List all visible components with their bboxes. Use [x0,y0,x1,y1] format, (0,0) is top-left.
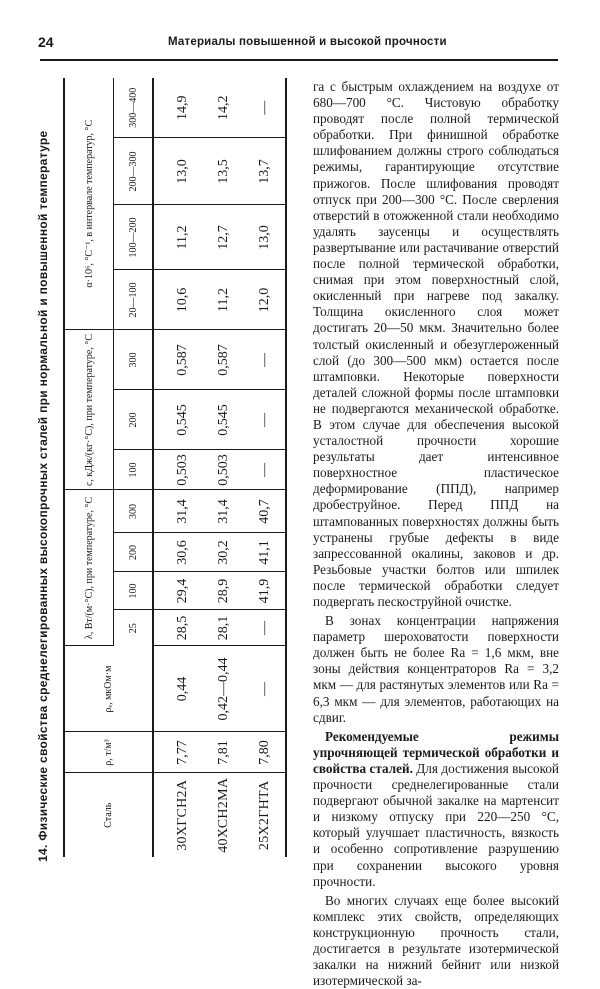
cell-resistivity: — [244,646,286,732]
table-row [153,78,204,857]
subheader-conductivity-25: 25 [114,610,154,646]
cell-conductivity: 28,5 [153,610,204,646]
cell-expansion: 12,7 [204,205,244,270]
cell-expansion: 14,9 [153,78,204,138]
cell-conductivity: 31,4 [153,490,204,533]
cell-expansion: 13,0 [153,138,204,205]
cell-conductivity: 30,6 [153,533,204,572]
cell-heat-capacity: 0,503 [204,450,244,490]
cell-conductivity: 31,4 [204,490,244,533]
cell-conductivity: 40,7 [244,490,286,533]
cell-expansion: 11,2 [204,270,244,330]
cell-conductivity: 41,1 [244,533,286,572]
cell-density: 7,81 [204,732,244,773]
cell-conductivity: 28,9 [204,572,244,610]
paragraph-text: Для достижения высокой прочности среднелегированные стали подвергают обычной закалке на мартенсит и низкому отпуску при 220—250 °С, который улучшает пластичность, вязкость и особенно сопротивление разрушению при сохранении высокого уровня прочности. [313,760,559,889]
subheader-conductivity-300: 300 [114,490,154,533]
table-row [204,78,244,857]
cell-expansion: 12,0 [244,270,286,330]
cell-conductivity: — [244,610,286,646]
cell-conductivity: 30,2 [204,533,244,572]
header-resistivity: ρₑ, мкОм·м [64,646,153,732]
properties-table [63,78,287,857]
cell-heat-capacity: — [244,450,286,490]
subheader-conductivity-100: 100 [114,572,154,610]
cell-resistivity: 0,42—0,44 [204,646,244,732]
header-conductivity: λ, Вт/(м·°С), при температуре, °С [64,490,114,646]
cell-conductivity: 41,9 [244,572,286,610]
cell-resistivity: 0,44 [153,646,204,732]
cell-heat-capacity: — [244,330,286,390]
cell-heat-capacity: 0,587 [204,330,244,390]
cell-steel: 30ХГСН2А [175,779,191,851]
cell-expansion: 13,5 [204,138,244,205]
paragraph: га с быстрым охлаждением на воздухе от 680—700 °С. Чистовую обработку проводят после полной термической обработки. При финишной обработке шлифованием должны строго соблюдаться режимы, гарантирующие отсутствие прижогов. После шлифования проводят отпуск при 200—300 °С. После сверления отверстий в отожженной стали необходимо удалять заусенцы и осуществлять развертывание или растачивание отверстий после полной термической обработки, снимая при этом поверхностный слой, окисленный при нагреве под закалку. Толщина окисленного слоя может достигать 20—50 мкм. Значительно более толстый окисленный и обезуглероженный слой (до 300—500 мкм) остается после штамповки. Некоторые поверхности деталей сложной формы после штамповки не подвергаются механической обработке. В этом случае для обеспечения высокой усталостной прочности хорошие результаты дает интенсивное поверхностное пластическое деформирование (ППД), например дробеструйное. Перед ППД на штампованных поверхностях должны быть устранены грубые дефекты в виде запрессованной окалины, заковов и др. Резьбовые участки болтов или шпилек после термической обработки следует подвергать пескоструйной очистке. [313,79,559,609]
header-expansion: α·10⁶, °С⁻¹, в интервале температур, °С [64,78,114,330]
table-row [244,78,286,857]
page-header [38,30,558,52]
header-rule [40,59,558,61]
properties-table-container [63,78,287,857]
cell-heat-capacity: 0,545 [204,390,244,450]
cell-expansion: 14,2 [204,78,244,138]
cell-density: 7,77 [153,732,204,773]
cell-steel: 40ХСН2МА [216,777,232,853]
header-steel: Сталь [103,802,114,828]
subheader-expansion-300-400: 300—400 [114,78,154,138]
cell-expansion: 10,6 [153,270,204,330]
subheader-heat-capacity-300: 300 [114,330,154,390]
subheader-expansion-100-200: 100—200 [114,205,154,270]
paragraph [313,729,559,890]
subheader-expansion-200-300: 200—300 [114,138,154,205]
subheader-conductivity-200: 200 [114,533,154,572]
paragraph: В зонах концентрации напряжения параметр шероховатости поверхности должен быть не более Ra = 1,6 мкм, вне зоны действия концентраторов Ra = 3,2 мкм — для растянутых элементов или Ra = 6,3 мкм — для элементов, работающих на сдвиг. [313,613,559,725]
cell-heat-capacity: — [244,390,286,450]
page-number: 24 [38,34,54,50]
cell-expansion: 13,0 [244,205,286,270]
subheader-heat-capacity-200: 200 [114,390,154,450]
cell-conductivity: 28,1 [204,610,244,646]
cell-expansion: 13,7 [244,138,286,205]
cell-expansion: — [244,78,286,138]
cell-heat-capacity: 0,587 [153,330,204,390]
header-density: ρ, т/м³ [64,732,153,773]
paragraph-heading: Рекомендуемые режимы упрочняющей термической обработки и свойства сталей. [313,728,559,776]
subheader-expansion-20-100: 20—100 [114,270,154,330]
cell-density: 7,80 [244,732,286,773]
body-text-column [313,79,559,989]
cell-expansion: 11,2 [153,205,204,270]
table-caption: 14. Физические свойства среднелегированных высокопрочных сталей при нормальной и повышенной температуре [36,130,50,862]
cell-heat-capacity: 0,503 [153,450,204,490]
header-heat-capacity: c, кДж/(кг·°С), при температуре, °С [64,330,114,490]
cell-heat-capacity: 0,545 [153,390,204,450]
running-title: Материалы повышенной и высокой прочности [168,36,447,48]
subheader-heat-capacity-100: 100 [114,450,154,490]
cell-conductivity: 29,4 [153,572,204,610]
cell-steel: 25Х2ГНТА [256,780,272,851]
paragraph: Во многих случаях еще более высокий комплекс этих свойств, определяющих конструкционную прочность стали, достигается в результате изотермической закалки на нижний бейнит или низкой изотермической за- [313,892,559,989]
